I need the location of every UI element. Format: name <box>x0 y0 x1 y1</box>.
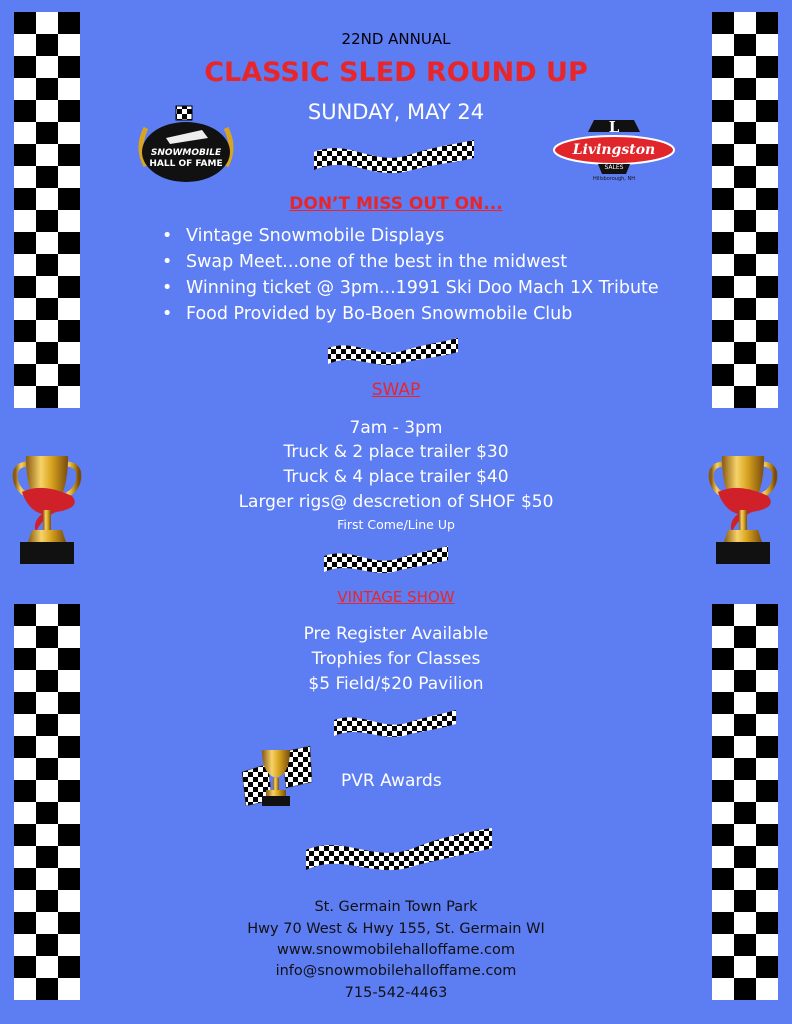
list-item: • Winning ticket @ 3pm...1991 Ski Doo Mach 1X Tribute <box>162 275 659 301</box>
checker-square <box>712 692 734 714</box>
footer-website: www.snowmobilehalloffame.com <box>276 942 515 958</box>
checker-square <box>712 604 734 626</box>
checker-square <box>734 122 756 144</box>
checker-square <box>734 758 756 780</box>
list-item: • Vintage Snowmobile Displays <box>162 223 659 249</box>
list-item: • Food Provided by Bo-Boen Snowmobile Club <box>162 301 659 327</box>
checker-square <box>756 692 778 714</box>
checker-square <box>734 802 756 824</box>
footer-address: Hwy 70 West & Hwy 155, St. Germain WI <box>247 921 545 937</box>
checker-square <box>58 232 80 254</box>
checker-square <box>712 868 734 890</box>
checker-square <box>36 298 58 320</box>
annual-label: 22ND ANNUAL <box>341 30 451 48</box>
checker-square <box>712 824 734 846</box>
swap-heading: SWAP <box>371 380 421 400</box>
checker-square <box>14 824 36 846</box>
checker-square <box>756 868 778 890</box>
livingston-name: Livingston <box>572 142 656 158</box>
checker-square <box>756 604 778 626</box>
checker-square <box>14 692 36 714</box>
checker-square <box>36 758 58 780</box>
dont-miss-list <box>162 223 659 327</box>
vintage-show-heading: VINTAGE SHOW <box>337 588 455 606</box>
checker-square <box>36 714 58 736</box>
checker-square <box>734 254 756 276</box>
checker-square <box>58 276 80 298</box>
logo-text-line2: HALL OF FAME <box>149 159 223 169</box>
swap-price-2-place: Truck & 2 place trailer $30 <box>283 442 509 462</box>
logo-text-line1: SNOWMOBILE <box>150 148 222 158</box>
list-item: • Swap Meet...one of the best in the midwest <box>162 249 659 275</box>
checker-square <box>14 780 36 802</box>
checker-square <box>36 846 58 868</box>
checker-square <box>58 604 80 626</box>
checker-square <box>712 232 734 254</box>
checker-square <box>36 166 58 188</box>
checker-square <box>58 144 80 166</box>
checker-square <box>14 232 36 254</box>
snowmobile-hall-of-fame-logo <box>132 104 240 188</box>
checker-square <box>14 736 36 758</box>
event-title: CLASSIC SLED ROUND UP <box>204 57 588 88</box>
swap-note: First Come/Line Up <box>337 517 455 532</box>
checker-square <box>58 824 80 846</box>
livingston-sales-logo <box>552 118 676 186</box>
checker-square <box>36 254 58 276</box>
checker-square <box>712 780 734 802</box>
vintage-pre-register: Pre Register Available <box>303 624 489 644</box>
checker-square <box>58 320 80 342</box>
checker-square <box>712 320 734 342</box>
footer-phone: 715-542-4463 <box>344 985 448 1001</box>
checker-square <box>58 868 80 890</box>
vintage-trophies: Trophies for Classes <box>311 649 481 669</box>
swap-price-4-place: Truck & 4 place trailer $40 <box>283 467 509 487</box>
livingston-sub: SALES <box>604 164 624 171</box>
checker-square <box>756 232 778 254</box>
checker-square <box>756 320 778 342</box>
dont-miss-heading: DON’T MISS OUT ON... <box>289 194 503 214</box>
checker-square <box>14 276 36 298</box>
checker-square <box>712 276 734 298</box>
footer-email: info@snowmobilehalloffame.com <box>275 963 517 979</box>
checker-square <box>36 342 58 364</box>
footer-location: St. Germain Town Park <box>314 899 478 915</box>
checker-square <box>756 824 778 846</box>
checkered-flag-divider-1 <box>312 136 476 176</box>
checkered-flag-divider-3 <box>322 542 450 576</box>
checker-square <box>712 736 734 758</box>
checker-square <box>58 736 80 758</box>
event-date: SUNDAY, MAY 24 <box>307 100 485 124</box>
checker-square <box>14 868 36 890</box>
checkered-flag-divider-5 <box>304 826 494 874</box>
checkered-flag-divider-2 <box>326 334 460 368</box>
checker-square <box>14 604 36 626</box>
checker-square <box>734 342 756 364</box>
checker-square <box>734 166 756 188</box>
trophy-flag-icon <box>238 742 314 810</box>
checker-square <box>756 736 778 758</box>
checker-square <box>14 320 36 342</box>
checker-square <box>734 714 756 736</box>
trophy-left-icon <box>12 452 82 568</box>
checker-square <box>756 144 778 166</box>
livingston-letter: L <box>608 118 620 136</box>
swap-price-larger-rigs: Larger rigs@ descretion of SHOF $50 <box>238 492 554 512</box>
checker-square <box>712 144 734 166</box>
checker-square <box>756 780 778 802</box>
checker-square <box>58 780 80 802</box>
checker-square <box>14 144 36 166</box>
trophy-right-icon <box>708 452 778 568</box>
checker-square <box>36 802 58 824</box>
checkered-flag-divider-4 <box>332 706 458 740</box>
checker-square <box>756 276 778 298</box>
checker-square <box>734 298 756 320</box>
pvr-awards-label: PVR Awards <box>341 771 442 791</box>
swap-hours: 7am - 3pm <box>349 418 443 438</box>
checker-square <box>58 692 80 714</box>
vintage-fees: $5 Field/$20 Pavilion <box>308 674 484 694</box>
livingston-place: Hillsborough, NH <box>593 176 635 182</box>
checker-square <box>734 846 756 868</box>
checker-square <box>36 122 58 144</box>
